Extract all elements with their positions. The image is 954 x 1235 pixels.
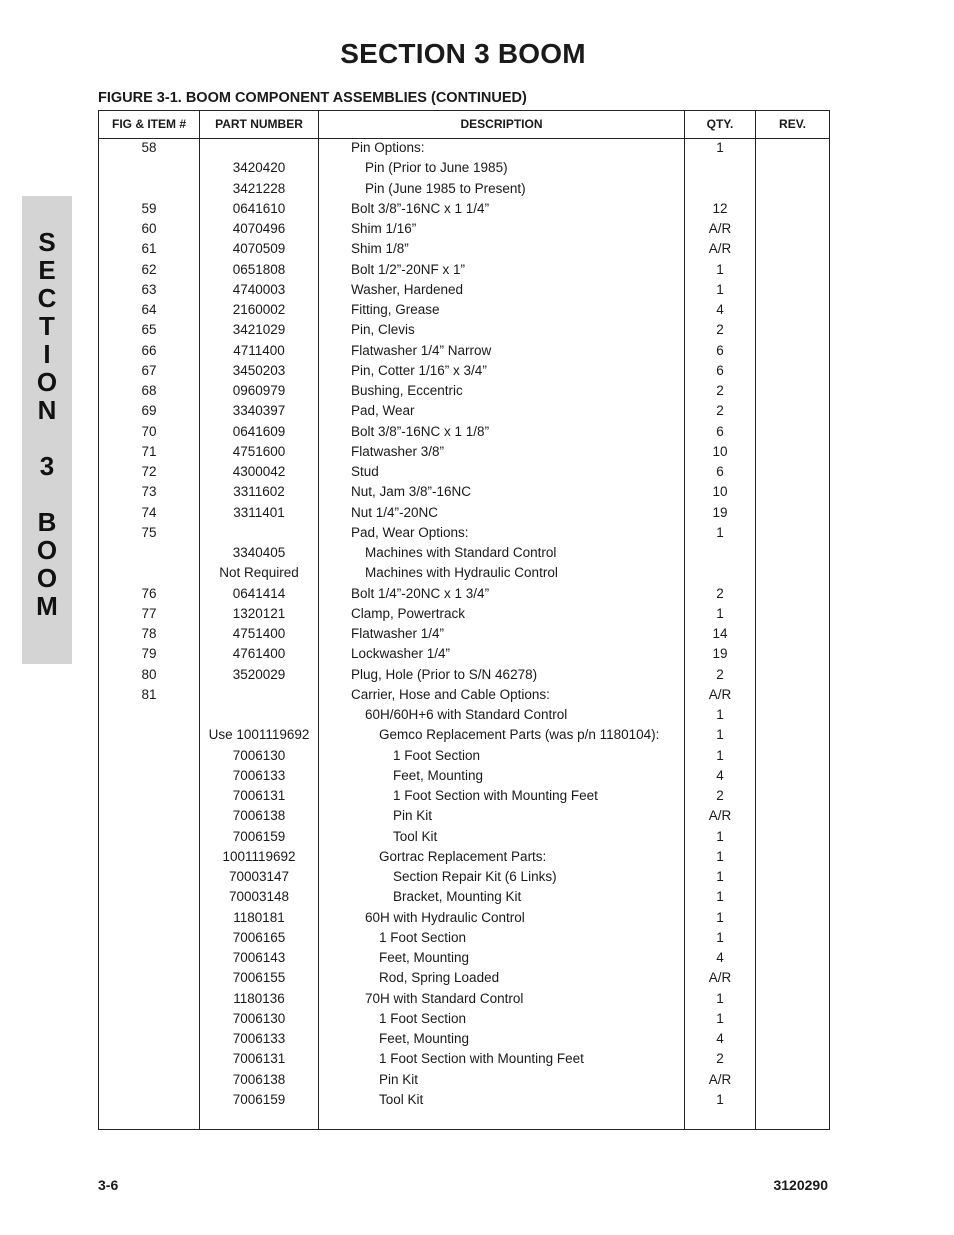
description-cell: Pad, Wear <box>351 403 415 419</box>
fig-item-cell: 78 <box>141 626 157 641</box>
qty-cell: 1 <box>716 990 724 1006</box>
part-number-cell: 7006138 <box>232 808 286 824</box>
fig-item-cell: 80 <box>141 666 157 682</box>
table-row <box>99 584 829 604</box>
description-cell: Flatwasher 1/4” Narrow <box>351 342 492 358</box>
table-row <box>99 179 829 199</box>
qty-cell: 1 <box>716 140 724 155</box>
table-row <box>99 401 829 421</box>
part-number-cell: 3420420 <box>232 160 286 176</box>
qty-cell: 1 <box>716 727 724 743</box>
side-tab-letter: B <box>37 507 57 537</box>
qty-cell: A/R <box>708 1071 732 1087</box>
table-row <box>99 462 829 482</box>
table-row <box>99 989 829 1009</box>
description-cell: Pin, Cotter 1/16” x 3/4” <box>351 362 487 378</box>
side-tab-letter: O <box>36 563 58 593</box>
table-row <box>99 158 829 178</box>
table-row <box>99 766 829 786</box>
fig-item-cell: 68 <box>141 383 157 398</box>
table-row <box>99 867 829 887</box>
description-cell: Bushing, Eccentric <box>351 383 463 398</box>
part-number-cell: 3311602 <box>233 484 285 500</box>
qty-cell: A/R <box>708 808 732 824</box>
column-header-rev: REV. <box>779 117 806 131</box>
qty-cell: A/R <box>708 221 732 236</box>
fig-item-cell: 73 <box>141 484 157 500</box>
qty-cell: 1 <box>716 929 724 945</box>
table-row <box>99 827 829 847</box>
qty-cell: 6 <box>716 423 724 439</box>
table-row <box>99 138 829 158</box>
qty-cell: 6 <box>716 362 724 378</box>
column-header-description: DESCRIPTION <box>460 117 543 131</box>
fig-item-cell: 59 <box>141 200 157 216</box>
part-number-cell: 4300042 <box>232 464 286 479</box>
description-cell: Pad, Wear Options: <box>351 524 469 540</box>
description-cell: Tool Kit <box>393 828 438 844</box>
qty-cell: 4 <box>716 1031 724 1046</box>
qty-cell: 1 <box>716 1010 724 1026</box>
table-body <box>99 138 829 1110</box>
description-cell: Pin, Clevis <box>351 322 415 338</box>
table-row <box>99 1009 829 1029</box>
description-cell: 60H/60H+6 with Standard Control <box>365 707 568 722</box>
table-row <box>99 948 829 968</box>
table-row <box>99 1070 829 1090</box>
part-number-cell: 7006131 <box>232 1051 286 1067</box>
part-number-cell: 7006143 <box>232 950 286 965</box>
fig-item-cell: 65 <box>141 322 157 338</box>
description-cell: Section Repair Kit (6 Links) <box>393 869 557 884</box>
column-header-part-number: PART NUMBER <box>215 117 303 131</box>
part-number-cell: 7006133 <box>232 1031 286 1046</box>
column-header-fig-item: FIG & ITEM # <box>111 117 186 131</box>
side-tab-letter: I <box>43 339 51 369</box>
table-row <box>99 725 829 745</box>
qty-cell: 1 <box>716 524 724 540</box>
part-number-cell: 7006159 <box>232 828 286 844</box>
table-row <box>99 320 829 340</box>
fig-item-cell: 62 <box>141 261 157 277</box>
table-row <box>99 563 829 583</box>
part-number-cell: 7006131 <box>232 788 286 803</box>
fig-item-cell: 63 <box>141 281 157 297</box>
qty-cell: 2 <box>716 322 724 338</box>
table-row <box>99 806 829 826</box>
part-number-cell: 0641609 <box>232 423 286 439</box>
description-cell: Feet, Mounting <box>393 767 484 783</box>
part-number-cell: 3421228 <box>232 180 286 196</box>
description-cell: Rod, Spring Loaded <box>379 970 500 986</box>
qty-cell: A/R <box>708 970 732 986</box>
qty-cell: 4 <box>716 302 724 317</box>
part-number-cell: 4070509 <box>232 241 286 257</box>
column-header-qty: QTY. <box>706 117 734 131</box>
part-number-cell: 7006159 <box>232 1091 286 1107</box>
side-tab-letter: E <box>38 255 56 285</box>
description-cell: Bolt 3/8”-16NC x 1 1/4” <box>351 200 490 216</box>
qty-cell: 1 <box>716 747 724 763</box>
page-number: 3-6 <box>98 1177 119 1193</box>
table-row <box>99 381 829 401</box>
qty-cell: 1 <box>716 707 724 722</box>
table-row <box>99 300 829 320</box>
side-tab-letter: S <box>38 227 56 257</box>
table-row <box>99 705 829 725</box>
description-cell: Washer, Hardened <box>351 281 464 297</box>
qty-cell: 19 <box>712 504 728 520</box>
table-row <box>99 1049 829 1069</box>
side-tab-letter: 3 <box>39 451 55 481</box>
table-row <box>99 968 829 988</box>
qty-cell: 1 <box>716 605 724 621</box>
part-number-cell: 4751400 <box>232 626 286 641</box>
fig-item-cell: 72 <box>141 464 157 479</box>
fig-item-cell: 60 <box>141 221 157 236</box>
qty-cell: 1 <box>716 889 724 905</box>
description-cell: Pin Options: <box>351 140 425 155</box>
description-cell: Feet, Mounting <box>379 1031 470 1046</box>
table-row <box>99 685 829 705</box>
part-number-cell: 3421029 <box>232 322 286 338</box>
qty-cell: 10 <box>712 484 728 500</box>
fig-item-cell: 75 <box>141 524 157 540</box>
parts-table <box>98 110 830 1130</box>
table-row <box>99 887 829 907</box>
fig-item-cell: 61 <box>141 241 157 257</box>
part-number-cell: 7006165 <box>232 929 286 945</box>
table-row <box>99 280 829 300</box>
description-cell: Plug, Hole (Prior to S/N 46278) <box>351 666 538 682</box>
fig-item-cell: 67 <box>141 362 157 378</box>
description-cell: 1 Foot Section <box>379 1010 467 1026</box>
description-cell: Feet, Mounting <box>379 950 470 965</box>
description-cell: Bolt 1/4”-20NC x 1 3/4” <box>351 585 490 601</box>
figure-title: FIGURE 3-1. BOOM COMPONENT ASSEMBLIES (CONTINUED) <box>98 90 527 106</box>
description-cell: Stud <box>351 464 379 479</box>
fig-item-cell: 74 <box>141 504 157 520</box>
description-cell: Flatwasher 3/8” <box>351 443 445 459</box>
table-row <box>99 908 829 928</box>
side-tab-letter: T <box>39 311 55 341</box>
qty-cell: 10 <box>712 443 728 459</box>
part-number-cell: 7006133 <box>232 767 286 783</box>
table-header <box>99 111 829 139</box>
description-cell: Shim 1/16” <box>351 221 417 236</box>
qty-cell: 2 <box>716 788 724 803</box>
table-row <box>99 746 829 766</box>
description-cell: Machines with Standard Control <box>365 545 557 560</box>
fig-item-cell: 66 <box>141 342 157 358</box>
qty-cell: 2 <box>716 403 724 419</box>
part-number-cell: 7006138 <box>232 1071 286 1087</box>
description-cell: 1 Foot Section with Mounting Feet <box>393 788 598 803</box>
part-number-cell: 1180181 <box>233 909 285 925</box>
table-row <box>99 219 829 239</box>
fig-item-cell: 69 <box>141 403 157 419</box>
side-tab-letter <box>22 424 72 452</box>
fig-item-cell: 77 <box>141 605 157 621</box>
description-cell: Bolt 1/2”-20NF x 1” <box>351 261 466 277</box>
qty-cell: A/R <box>708 241 732 257</box>
description-cell: 1 Foot Section <box>379 929 467 945</box>
description-cell: Bracket, Mounting Kit <box>393 889 522 905</box>
description-cell: Machines with Hydraulic Control <box>365 565 558 581</box>
description-cell: Carrier, Hose and Cable Options: <box>351 686 550 702</box>
table-row <box>99 665 829 685</box>
part-number-cell: 2160002 <box>232 302 286 317</box>
qty-cell: 12 <box>712 200 728 216</box>
qty-cell: 4 <box>716 767 724 783</box>
part-number-cell: Use 1001119692 <box>208 727 310 743</box>
fig-item-cell: 76 <box>141 585 157 601</box>
fig-item-cell: 58 <box>141 140 157 155</box>
part-number-cell: 0641610 <box>232 200 286 216</box>
table-row <box>99 199 829 219</box>
side-tab-letter <box>22 480 72 508</box>
fig-item-cell: 79 <box>141 646 157 662</box>
qty-cell: 4 <box>716 950 724 965</box>
fig-item-cell: 64 <box>141 302 157 317</box>
section-side-tab <box>22 196 72 664</box>
table-row <box>99 503 829 523</box>
description-cell: 60H with Hydraulic Control <box>365 909 525 925</box>
description-cell: Flatwasher 1/4” <box>351 626 445 641</box>
table-row <box>99 523 829 543</box>
qty-cell: 1 <box>716 848 724 864</box>
description-cell: Pin Kit <box>393 808 433 824</box>
qty-cell: 6 <box>716 342 724 358</box>
page-title: SECTION 3 BOOM <box>340 38 586 69</box>
qty-cell: 14 <box>712 626 728 641</box>
part-number-cell: 7006155 <box>232 970 286 986</box>
table-row <box>99 624 829 644</box>
part-number-cell: 70003147 <box>228 869 290 884</box>
description-cell: Pin (Prior to June 1985) <box>365 160 508 176</box>
document-number: 3120290 <box>773 1177 828 1193</box>
side-tab-letter: N <box>37 395 57 425</box>
description-cell: Bolt 3/8”-16NC x 1 1/8” <box>351 423 490 439</box>
table-row <box>99 1029 829 1049</box>
table-row <box>99 422 829 442</box>
qty-cell: 19 <box>712 646 728 662</box>
part-number-cell: 3340397 <box>232 403 286 419</box>
part-number-cell: 3450203 <box>232 362 286 378</box>
part-number-cell: 7006130 <box>232 1010 286 1026</box>
part-number-cell: 1180136 <box>233 990 285 1006</box>
description-cell: Tool Kit <box>379 1091 424 1107</box>
part-number-cell: Not Required <box>219 565 299 581</box>
qty-cell: 1 <box>716 869 724 884</box>
description-cell: Shim 1/8” <box>351 241 409 257</box>
table-row <box>99 482 829 502</box>
table-row <box>99 361 829 381</box>
description-cell: Lockwasher 1/4” <box>351 646 451 662</box>
qty-cell: 1 <box>716 828 724 844</box>
table-row <box>99 341 829 361</box>
description-cell: Fitting, Grease <box>351 302 440 317</box>
table-row <box>99 239 829 259</box>
table-row <box>99 260 829 280</box>
qty-cell: 1 <box>716 909 724 925</box>
qty-cell: A/R <box>708 686 732 702</box>
description-cell: 70H with Standard Control <box>365 990 524 1006</box>
fig-item-cell: 81 <box>141 686 157 702</box>
part-number-cell: 3520029 <box>232 666 286 682</box>
part-number-cell: 1001119692 <box>222 848 296 864</box>
description-cell: Gemco Replacement Parts (was p/n 1180104): <box>379 727 660 743</box>
qty-cell: 1 <box>716 281 724 297</box>
description-cell: Pin (June 1985 to Present) <box>365 180 526 196</box>
description-cell: 1 Foot Section with Mounting Feet <box>379 1051 584 1067</box>
description-cell: Nut, Jam 3/8”-16NC <box>351 484 472 500</box>
description-cell: Pin Kit <box>379 1071 419 1087</box>
part-number-cell: 4711400 <box>233 342 285 358</box>
side-tab-letter: M <box>36 591 58 621</box>
qty-cell: 2 <box>716 666 724 682</box>
part-number-cell: 0960979 <box>232 383 286 398</box>
description-cell: Nut 1/4”-20NC <box>351 504 439 520</box>
fig-item-cell: 70 <box>141 423 157 439</box>
description-cell: 1 Foot Section <box>393 747 481 763</box>
part-number-cell: 3340405 <box>232 545 286 560</box>
description-cell: Gortrac Replacement Parts: <box>379 848 547 864</box>
qty-cell: 2 <box>716 383 724 398</box>
qty-cell: 1 <box>716 1091 724 1107</box>
side-tab-letters <box>22 228 72 620</box>
part-number-cell: 4761400 <box>232 646 286 662</box>
qty-cell: 6 <box>716 464 724 479</box>
qty-cell: 1 <box>716 261 724 277</box>
table-row <box>99 847 829 867</box>
part-number-cell: 70003148 <box>228 889 290 905</box>
side-tab-letter: O <box>36 367 58 397</box>
table-row <box>99 786 829 806</box>
qty-cell: 2 <box>716 585 724 601</box>
table-row <box>99 543 829 563</box>
table-row <box>99 1090 829 1110</box>
part-number-cell: 4751600 <box>232 443 286 459</box>
part-number-cell: 4740003 <box>232 281 286 297</box>
part-number-cell: 0641414 <box>232 585 286 601</box>
fig-item-cell: 71 <box>141 443 157 459</box>
side-tab-letter: C <box>37 283 57 313</box>
description-cell: Clamp, Powertrack <box>351 605 466 621</box>
part-number-cell: 3311401 <box>233 504 285 520</box>
part-number-cell: 4070496 <box>232 221 286 236</box>
table-row <box>99 442 829 462</box>
table-row <box>99 928 829 948</box>
qty-cell: 2 <box>716 1051 724 1067</box>
side-tab-letter: O <box>36 535 58 565</box>
table-row <box>99 644 829 664</box>
table-row <box>99 604 829 624</box>
part-number-cell: 7006130 <box>232 747 286 763</box>
part-number-cell: 0651808 <box>232 261 286 277</box>
part-number-cell: 1320121 <box>232 605 286 621</box>
